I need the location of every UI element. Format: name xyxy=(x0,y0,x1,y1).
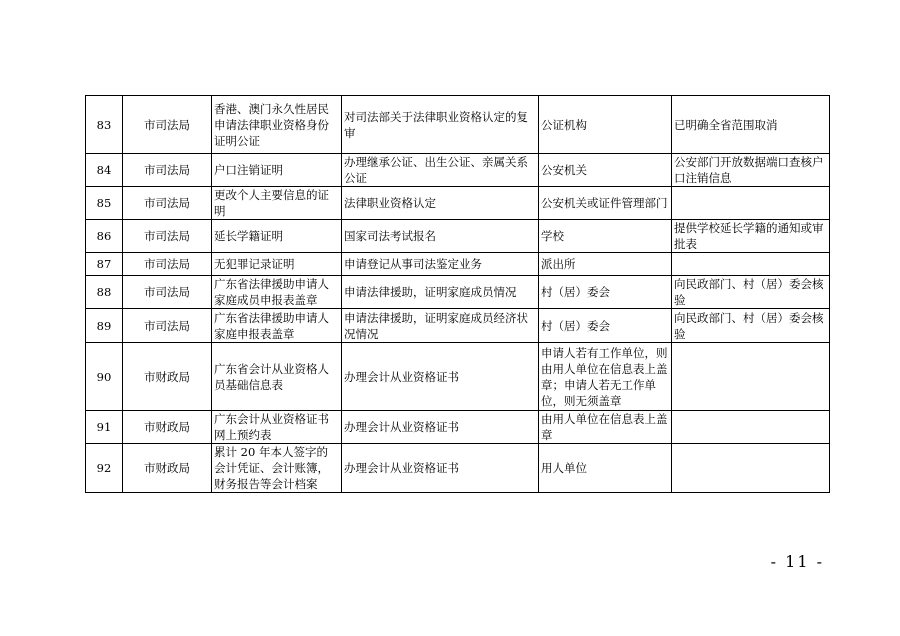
remark-cell xyxy=(672,411,830,444)
table-row xyxy=(86,154,830,187)
remark-cell xyxy=(672,253,830,276)
certificate-cell: 更改个人主要信息的证明 xyxy=(212,187,342,220)
department-cell: 市财政局 xyxy=(123,444,212,493)
department-cell: 市司法局 xyxy=(123,276,212,309)
row-number: 88 xyxy=(86,276,123,309)
certificate-cell: 广东省法律援助申请人家庭申报表盖章 xyxy=(212,309,342,343)
certificate-cell: 广东省法律援助申请人家庭成员申报表盖章 xyxy=(212,276,342,309)
table-body xyxy=(86,96,830,493)
table-row xyxy=(86,411,830,444)
matter-cell: 办理会计从业资格证书 xyxy=(342,444,539,493)
row-number: 85 xyxy=(86,187,123,220)
issuer-cell: 用人单位 xyxy=(539,444,672,493)
department-cell: 市司法局 xyxy=(123,154,212,187)
department-cell: 市财政局 xyxy=(123,343,212,411)
row-number: 90 xyxy=(86,343,123,411)
matter-cell: 对司法部关于法律职业资格认定的复审 xyxy=(342,96,539,154)
table-row xyxy=(86,253,830,276)
matter-cell: 办理会计从业资格证书 xyxy=(342,343,539,411)
department-cell: 市司法局 xyxy=(123,309,212,343)
remark-cell: 向民政部门、村（居）委会核验 xyxy=(672,309,830,343)
issuer-cell: 村（居）委会 xyxy=(539,309,672,343)
remark-cell: 公安部门开放数据端口查核户口注销信息 xyxy=(672,154,830,187)
matter-cell: 法律职业资格认定 xyxy=(342,187,539,220)
table-row xyxy=(86,276,830,309)
certificate-cell: 广东会计从业资格证书网上预约表 xyxy=(212,411,342,444)
certificate-cell: 户口注销证明 xyxy=(212,154,342,187)
remark-cell: 提供学校延长学籍的通知或审批表 xyxy=(672,220,830,253)
certificate-cell: 延长学籍证明 xyxy=(212,220,342,253)
department-cell: 市司法局 xyxy=(123,220,212,253)
issuer-cell: 申请人若有工作单位，则由用人单位在信息表上盖章；申请人若无工作单位，则无须盖章 xyxy=(539,343,672,411)
remark-cell xyxy=(672,444,830,493)
row-number: 91 xyxy=(86,411,123,444)
matter-cell: 申请登记从事司法鉴定业务 xyxy=(342,253,539,276)
matter-cell: 办理会计从业资格证书 xyxy=(342,411,539,444)
row-number: 83 xyxy=(86,96,123,154)
remark-cell: 向民政部门、村（居）委会核验 xyxy=(672,276,830,309)
matter-cell: 办理继承公证、出生公证、亲属关系公证 xyxy=(342,154,539,187)
remark-cell: 已明确全省范围取消 xyxy=(672,96,830,154)
department-cell: 市司法局 xyxy=(123,253,212,276)
department-cell: 市司法局 xyxy=(123,187,212,220)
page-number: - 11 - xyxy=(770,552,824,571)
certificate-cell: 累计 20 年本人签字的会计凭证、会计账簿，财务报告等会计档案 xyxy=(212,444,342,493)
table-row xyxy=(86,220,830,253)
remark-cell xyxy=(672,187,830,220)
table-row xyxy=(86,309,830,343)
issuer-cell: 学校 xyxy=(539,220,672,253)
issuer-cell: 公安机关或证件管理部门 xyxy=(539,187,672,220)
row-number: 87 xyxy=(86,253,123,276)
issuer-cell: 公证机构 xyxy=(539,96,672,154)
row-number: 84 xyxy=(86,154,123,187)
table-row xyxy=(86,444,830,493)
issuer-cell: 派出所 xyxy=(539,253,672,276)
issuer-cell: 村（居）委会 xyxy=(539,276,672,309)
certificate-cell: 无犯罪记录证明 xyxy=(212,253,342,276)
department-cell: 市司法局 xyxy=(123,96,212,154)
row-number: 92 xyxy=(86,444,123,493)
department-cell: 市财政局 xyxy=(123,411,212,444)
issuer-cell: 公安机关 xyxy=(539,154,672,187)
issuer-cell: 由用人单位在信息表上盖章 xyxy=(539,411,672,444)
remark-cell xyxy=(672,343,830,411)
matter-cell: 申请法律援助，证明家庭成员情况 xyxy=(342,276,539,309)
table-row xyxy=(86,96,830,154)
certificate-table xyxy=(85,95,830,493)
certificate-cell: 广东省会计从业资格人员基础信息表 xyxy=(212,343,342,411)
matter-cell: 申请法律援助，证明家庭成员经济状况情况 xyxy=(342,309,539,343)
row-number: 89 xyxy=(86,309,123,343)
certificate-cell: 香港、澳门永久性居民申请法律职业资格身份证明公证 xyxy=(212,96,342,154)
table-row xyxy=(86,343,830,411)
matter-cell: 国家司法考试报名 xyxy=(342,220,539,253)
row-number: 86 xyxy=(86,220,123,253)
table-row xyxy=(86,187,830,220)
